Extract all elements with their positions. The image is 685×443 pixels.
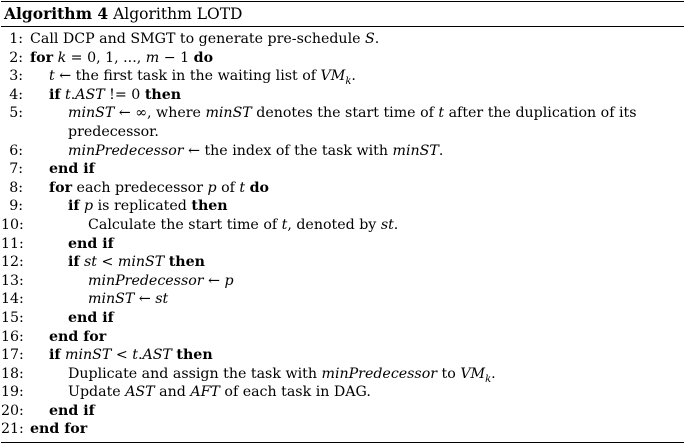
text-run: Update bbox=[68, 384, 126, 401]
line-text bbox=[49, 179, 269, 198]
math-symbol: minST bbox=[392, 142, 439, 159]
math-symbol: minPredecessor bbox=[88, 272, 204, 289]
text-run: < bbox=[97, 254, 118, 271]
text-run: ← bbox=[203, 272, 225, 289]
line-text bbox=[68, 383, 371, 402]
algorithm-line bbox=[1, 67, 684, 86]
math-symbol: k bbox=[57, 49, 67, 66]
algorithm-line bbox=[1, 420, 684, 439]
math-symbol: S bbox=[365, 31, 375, 47]
line-text bbox=[68, 235, 114, 254]
algorithm-line bbox=[1, 272, 684, 291]
keyword: then bbox=[144, 86, 182, 103]
line-text bbox=[49, 328, 106, 347]
line-text bbox=[68, 197, 228, 216]
math-symbol: p bbox=[84, 198, 94, 215]
math-symbol: AFT bbox=[190, 384, 220, 401]
math-symbol: AST bbox=[125, 384, 155, 401]
line-number: 6: bbox=[9, 142, 23, 159]
line-number: 17: bbox=[1, 347, 24, 364]
line-number: 18: bbox=[1, 365, 24, 382]
line-number: 1: bbox=[9, 31, 23, 47]
keyword: then bbox=[191, 198, 228, 215]
math-symbol: AST bbox=[142, 347, 172, 364]
algorithm-lines bbox=[1, 27, 684, 442]
text-run: is replicated bbox=[93, 198, 192, 215]
text-run: . bbox=[438, 142, 444, 159]
text-run: < bbox=[111, 347, 133, 364]
algorithm-line bbox=[1, 179, 684, 198]
algorithm-line bbox=[1, 216, 684, 235]
line-number: 5: bbox=[9, 105, 23, 122]
line-text bbox=[49, 346, 213, 365]
algorithm-caption bbox=[1, 2, 684, 26]
text-run: − 1 bbox=[159, 49, 194, 66]
text-run: = 0, 1, ..., bbox=[66, 49, 146, 66]
algorithm-line bbox=[1, 142, 684, 161]
line-text bbox=[49, 160, 95, 179]
line-number: 20: bbox=[1, 402, 24, 419]
keyword: if bbox=[68, 198, 80, 215]
algorithm-line bbox=[1, 253, 684, 272]
math-symbol: p bbox=[224, 272, 234, 289]
text-run: Calculate the start time of bbox=[88, 216, 282, 233]
keyword: do bbox=[249, 179, 269, 196]
keyword: if bbox=[68, 254, 80, 271]
algorithm-line bbox=[1, 123, 684, 142]
line-number: 4: bbox=[9, 86, 23, 103]
math-symbol: minPredecessor bbox=[68, 142, 184, 159]
text-run: ← the index of the task with bbox=[183, 142, 393, 159]
algorithm-line bbox=[1, 383, 684, 402]
keyword: then bbox=[168, 254, 205, 271]
line-text bbox=[88, 216, 398, 235]
text-run: . bbox=[351, 68, 356, 85]
text-run: Call DCP and SMGT to generate pre-schedule bbox=[30, 31, 366, 47]
math-symbol: minST bbox=[88, 291, 135, 308]
line-number: 3: bbox=[9, 68, 23, 85]
keyword: end for bbox=[49, 328, 107, 345]
text-run: . bbox=[393, 216, 399, 233]
line-text bbox=[68, 253, 205, 272]
line-number: 14: bbox=[1, 291, 24, 308]
algorithm-line bbox=[1, 49, 684, 68]
algorithm-line bbox=[1, 86, 684, 105]
math-symbol: minPredecessor bbox=[321, 365, 438, 382]
math-symbol: t bbox=[65, 86, 71, 103]
line-text bbox=[68, 123, 159, 142]
math-symbol: minST bbox=[65, 347, 112, 364]
line-number: 15: bbox=[1, 309, 24, 326]
text-run: ← ∞, where bbox=[114, 105, 206, 122]
line-number: 8: bbox=[9, 179, 23, 196]
math-symbol: st bbox=[380, 216, 394, 233]
algorithm-line bbox=[1, 328, 684, 347]
text-run: . bbox=[137, 347, 143, 364]
keyword: then bbox=[176, 347, 213, 364]
line-number: 16: bbox=[1, 328, 24, 345]
line-text bbox=[49, 402, 95, 421]
algorithm-line bbox=[1, 365, 684, 384]
keyword: end if bbox=[68, 235, 114, 252]
keyword: for bbox=[49, 179, 73, 196]
keyword: end if bbox=[49, 161, 95, 178]
line-text bbox=[49, 86, 181, 105]
line-number: 13: bbox=[1, 272, 24, 289]
text-run: of bbox=[216, 179, 240, 196]
math-symbol: VM bbox=[320, 68, 346, 85]
algorithm-line bbox=[1, 346, 684, 365]
keyword: do bbox=[193, 49, 214, 66]
text-run: ← the first task in the waiting list of bbox=[54, 68, 321, 85]
text-run: , denoted by bbox=[287, 216, 381, 233]
text-run: to bbox=[437, 365, 461, 382]
algorithm-line bbox=[1, 290, 684, 309]
math-symbol: minST bbox=[205, 105, 252, 122]
math-symbol: t bbox=[239, 179, 246, 196]
text-run: denotes the start time of bbox=[251, 105, 439, 122]
line-text bbox=[30, 49, 213, 68]
algorithm-line bbox=[1, 197, 684, 216]
math-symbol: t bbox=[438, 105, 445, 122]
line-text bbox=[88, 272, 234, 291]
algorithm-line bbox=[1, 160, 684, 179]
math-symbol: VM bbox=[460, 365, 486, 382]
algorithm-line bbox=[1, 402, 684, 421]
keyword: end for bbox=[30, 421, 88, 438]
line-number: 19: bbox=[1, 384, 24, 401]
line-number: 9: bbox=[9, 198, 23, 215]
text-run: each predecessor bbox=[72, 179, 208, 196]
line-text bbox=[68, 142, 443, 161]
text-run: . bbox=[70, 86, 76, 103]
line-text bbox=[88, 290, 168, 309]
algorithm-line bbox=[1, 235, 684, 254]
text-run: . bbox=[491, 365, 496, 382]
caption-title: Algorithm LOTD bbox=[113, 5, 243, 23]
math-symbol: st bbox=[84, 254, 97, 271]
line-number: 7: bbox=[9, 161, 23, 178]
math-symbol: minST bbox=[117, 254, 165, 271]
math-symbol: p bbox=[207, 179, 217, 196]
math-symbol: t bbox=[49, 68, 55, 85]
math-symbol: st bbox=[155, 291, 169, 308]
text-run: ← bbox=[134, 291, 156, 308]
algorithm-line bbox=[1, 309, 684, 328]
algorithm-line bbox=[1, 30, 684, 49]
keyword: for bbox=[30, 49, 54, 66]
algorithm-line bbox=[1, 104, 684, 123]
text-run: Duplicate and assign the task with bbox=[68, 365, 322, 382]
text-run: predecessor. bbox=[68, 123, 159, 140]
line-number: 2: bbox=[9, 49, 23, 66]
math-symbol: t bbox=[132, 347, 138, 364]
line-text bbox=[68, 309, 114, 328]
text-run: of each task in DAG. bbox=[219, 384, 371, 401]
line-number: 11: bbox=[1, 235, 24, 252]
line-text bbox=[68, 104, 636, 123]
line-text bbox=[30, 30, 379, 49]
math-symbol: t bbox=[281, 216, 288, 233]
keyword: if bbox=[49, 347, 61, 364]
text-run: and bbox=[154, 384, 191, 401]
algorithm-block bbox=[1, 1, 684, 443]
caption-label: Algorithm 4 bbox=[4, 4, 109, 23]
line-text bbox=[30, 420, 87, 439]
line-number: 12: bbox=[1, 254, 24, 271]
math-subscript: k bbox=[345, 76, 352, 88]
line-number: 10: bbox=[1, 216, 24, 233]
keyword: end if bbox=[68, 309, 114, 326]
math-symbol: m bbox=[145, 49, 160, 66]
text-run: after the duplication of its bbox=[444, 105, 637, 122]
text-run: != 0 bbox=[104, 86, 145, 103]
keyword: if bbox=[49, 86, 61, 103]
line-number: 21: bbox=[1, 421, 24, 438]
math-subscript: k bbox=[485, 373, 492, 385]
keyword: end if bbox=[49, 402, 95, 419]
text-run: . bbox=[374, 31, 380, 47]
math-symbol: minST bbox=[68, 105, 115, 122]
math-symbol: AST bbox=[75, 86, 105, 103]
